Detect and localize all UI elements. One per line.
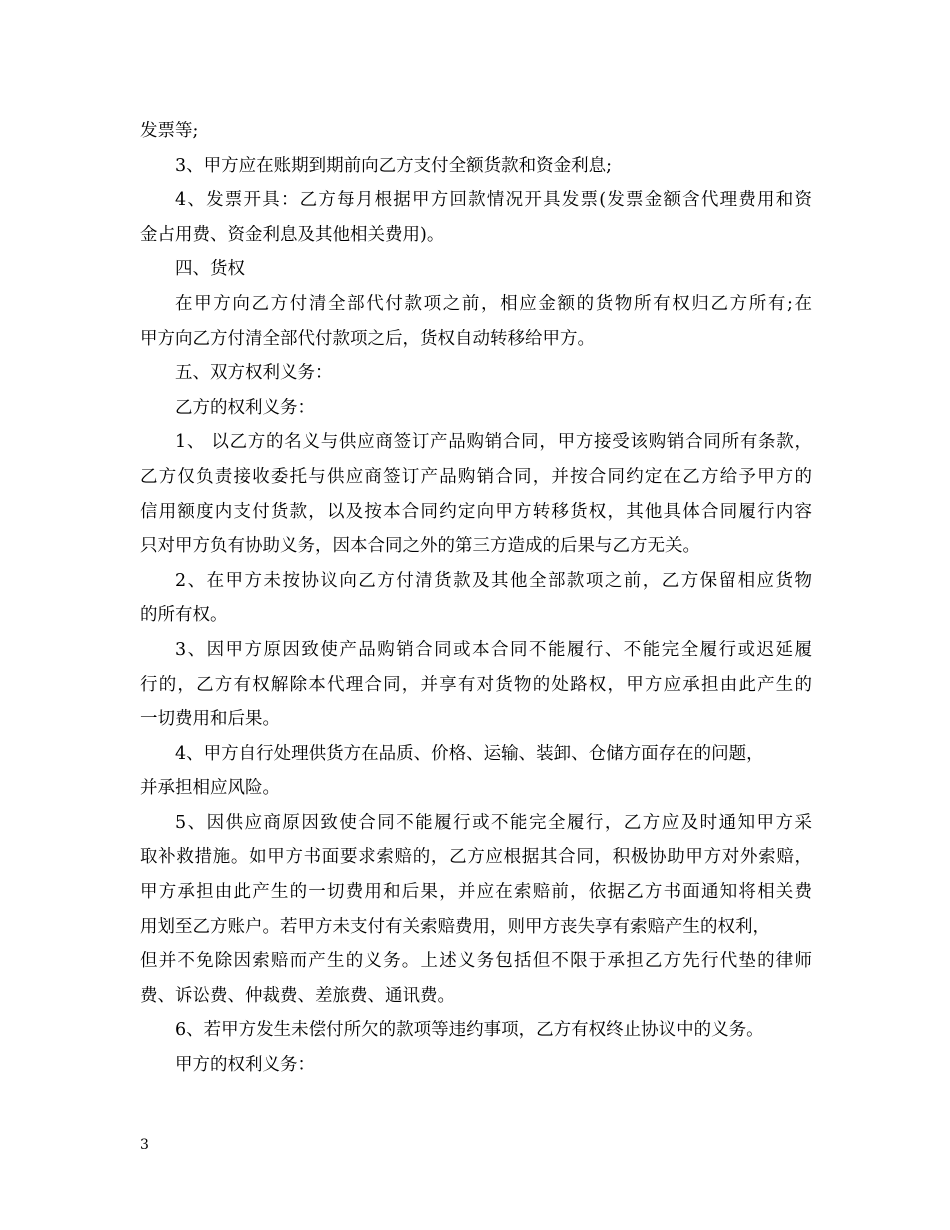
subheading-party-b: 乙方的权利义务： — [175, 397, 315, 418]
party-b-item-4: 4、甲方自行处理供货方在品质、价格、运输、装卸、仓储方面存在的问题， — [175, 743, 764, 764]
clause-3-payment: 3、甲方应在账期到期前向乙方支付全额货款和资金利息; — [175, 155, 613, 176]
text-line: 用划至乙方账户。若甲方未支付有关索赔费用，则甲方丧失享有索赔产生的权利， — [140, 916, 770, 937]
section-heading-rights-obligations: 五、双方权利义务： — [175, 363, 333, 384]
text-line: 发票等; — [140, 121, 199, 141]
section-heading-title-of-goods: 四、货权 — [175, 259, 245, 280]
party-b-item-2: 2、在甲方未按协议向乙方付清货款及其他全部款项之前，乙方保留相应货物 — [175, 570, 812, 591]
text-line: 只对甲方负有协助义务，因本合同之外的第三方造成的后果与乙方无关。 — [140, 536, 700, 557]
text-line: 取补救措施。如甲方书面要求索赔的，乙方应根据其合同，积极协助甲方对外索赔， — [140, 847, 812, 868]
text-line: 信用额度内支付货款，以及按本合同约定向甲方转移货权，其他具体合同履行内容 — [140, 501, 812, 522]
party-b-item-6: 6、若甲方发生未偿付所欠的款项等违约事项，乙方有权终止协议中的义务。 — [175, 1020, 764, 1041]
text-line: 金占用费、资金利息及其他相关费用)。 — [140, 224, 445, 245]
document-body — [140, 114, 812, 1083]
text-line: 在甲方向乙方付清全部代付款项之前，相应金额的货物所有权归乙方所有;在 — [175, 293, 812, 314]
text-line: 并承担相应风险。 — [140, 778, 280, 799]
text-line: 但并不免除因索赔而产生的义务。上述义务包括但不限于承担乙方先行代垫的律师 — [140, 951, 812, 972]
text-line: 甲方向乙方付清全部代付款项之后，货权自动转移给甲方。 — [140, 328, 595, 349]
text-line: 一切费用和后果。 — [140, 709, 280, 730]
text-line: 费、诉讼费、仲裁费、差旅费、通讯费。 — [140, 985, 455, 1006]
party-b-item-3: 3、因甲方原因致使产品购销合同或本合同不能履行、不能完全履行或迟延履 — [175, 639, 812, 660]
text-line: 的所有权。 — [140, 605, 228, 626]
text-line: 乙方仅负责接收委托与供应商签订产品购销合同，并按合同约定在乙方给予甲方的 — [140, 466, 812, 487]
page-number: 3 — [140, 1137, 149, 1153]
text-line: 行的，乙方有权解除本代理合同，并享有对货物的处路权，甲方应承担由此产生的 — [140, 674, 812, 695]
text-line: 甲方承担由此产生的一切费用和后果，并应在索赔前，依据乙方书面通知将相关费 — [140, 882, 812, 903]
subheading-party-a: 甲方的权利义务： — [175, 1055, 315, 1076]
party-b-item-5: 5、因供应商原因致使合同不能履行或不能完全履行，乙方应及时通知甲方采 — [175, 812, 812, 833]
party-b-item-1: 1、 以乙方的名义与供应商签订产品购销合同，甲方接受该购销合同所有条款， — [175, 432, 812, 453]
clause-4-invoice: 4、发票开具：乙方每月根据甲方回款情况开具发票(发票金额含代理费用和资 — [175, 190, 812, 211]
